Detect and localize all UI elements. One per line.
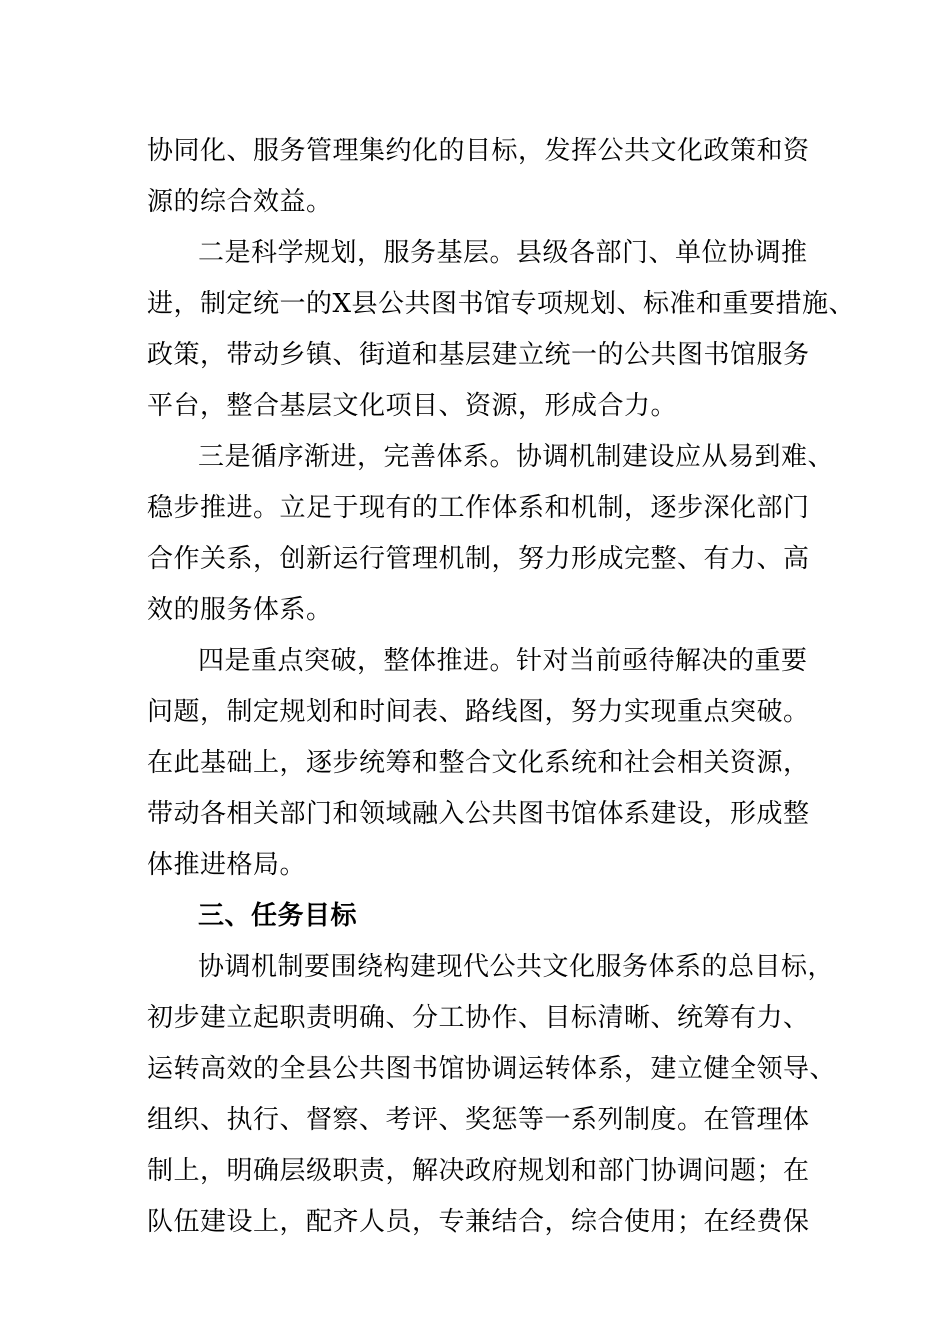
text-line: 在此基础上，逐步统筹和整合文化系统和社会相关资源， [147, 748, 810, 778]
text-line: 制上，明确层级职责，解决政府规划和部门协调问题；在 [147, 1156, 810, 1186]
text-line: 四是重点突破，整体推进。针对当前亟待解决的重要 [198, 646, 808, 676]
section-heading: 三、任务目标 [198, 901, 358, 931]
text-line: 平台，整合基层文化项目、资源，形成合力。 [147, 391, 678, 421]
text-line: 合作关系，创新运行管理机制，努力形成完整、有力、高 [147, 544, 810, 574]
text-line: 源的综合效益。 [147, 187, 333, 217]
text-line: 问题，制定规划和时间表、路线图，努力实现重点突破。 [147, 697, 810, 727]
text-line: 政策，带动乡镇、街道和基层建立统一的公共图书馆服务 [147, 340, 810, 370]
text-line: 协同化、服务管理集约化的目标，发挥公共文化政策和资 [147, 136, 810, 166]
text-line: 二是科学规划，服务基层。县级各部门、单位协调推 [198, 238, 808, 268]
text-line: 带动各相关部门和领域融入公共图书馆体系建设，形成整 [147, 799, 810, 829]
text-line: 初步建立起职责明确、分工协作、目标清晰、统筹有力、 [147, 1003, 810, 1033]
text-line: 组织、执行、督察、考评、奖惩等一系列制度。在管理体 [147, 1105, 810, 1135]
text-line: 三是循序渐进，完善体系。协调机制建设应从易到难、 [198, 442, 835, 472]
text-line: 效的服务体系。 [147, 595, 333, 625]
text-line: 稳步推进。立足于现有的工作体系和机制，逐步深化部门 [147, 493, 810, 523]
text-line: 进，制定统一的X县公共图书馆专项规划、标准和重要措施、 [147, 289, 856, 319]
text-line: 协调机制要围绕构建现代公共文化服务体系的总目标， [198, 952, 835, 982]
text-line: 队伍建设上，配齐人员，专兼结合，综合使用；在经费保 [147, 1207, 810, 1237]
text-line: 运转高效的全县公共图书馆协调运转体系，建立健全领导、 [147, 1054, 837, 1084]
text-line: 体推进格局。 [147, 850, 307, 880]
